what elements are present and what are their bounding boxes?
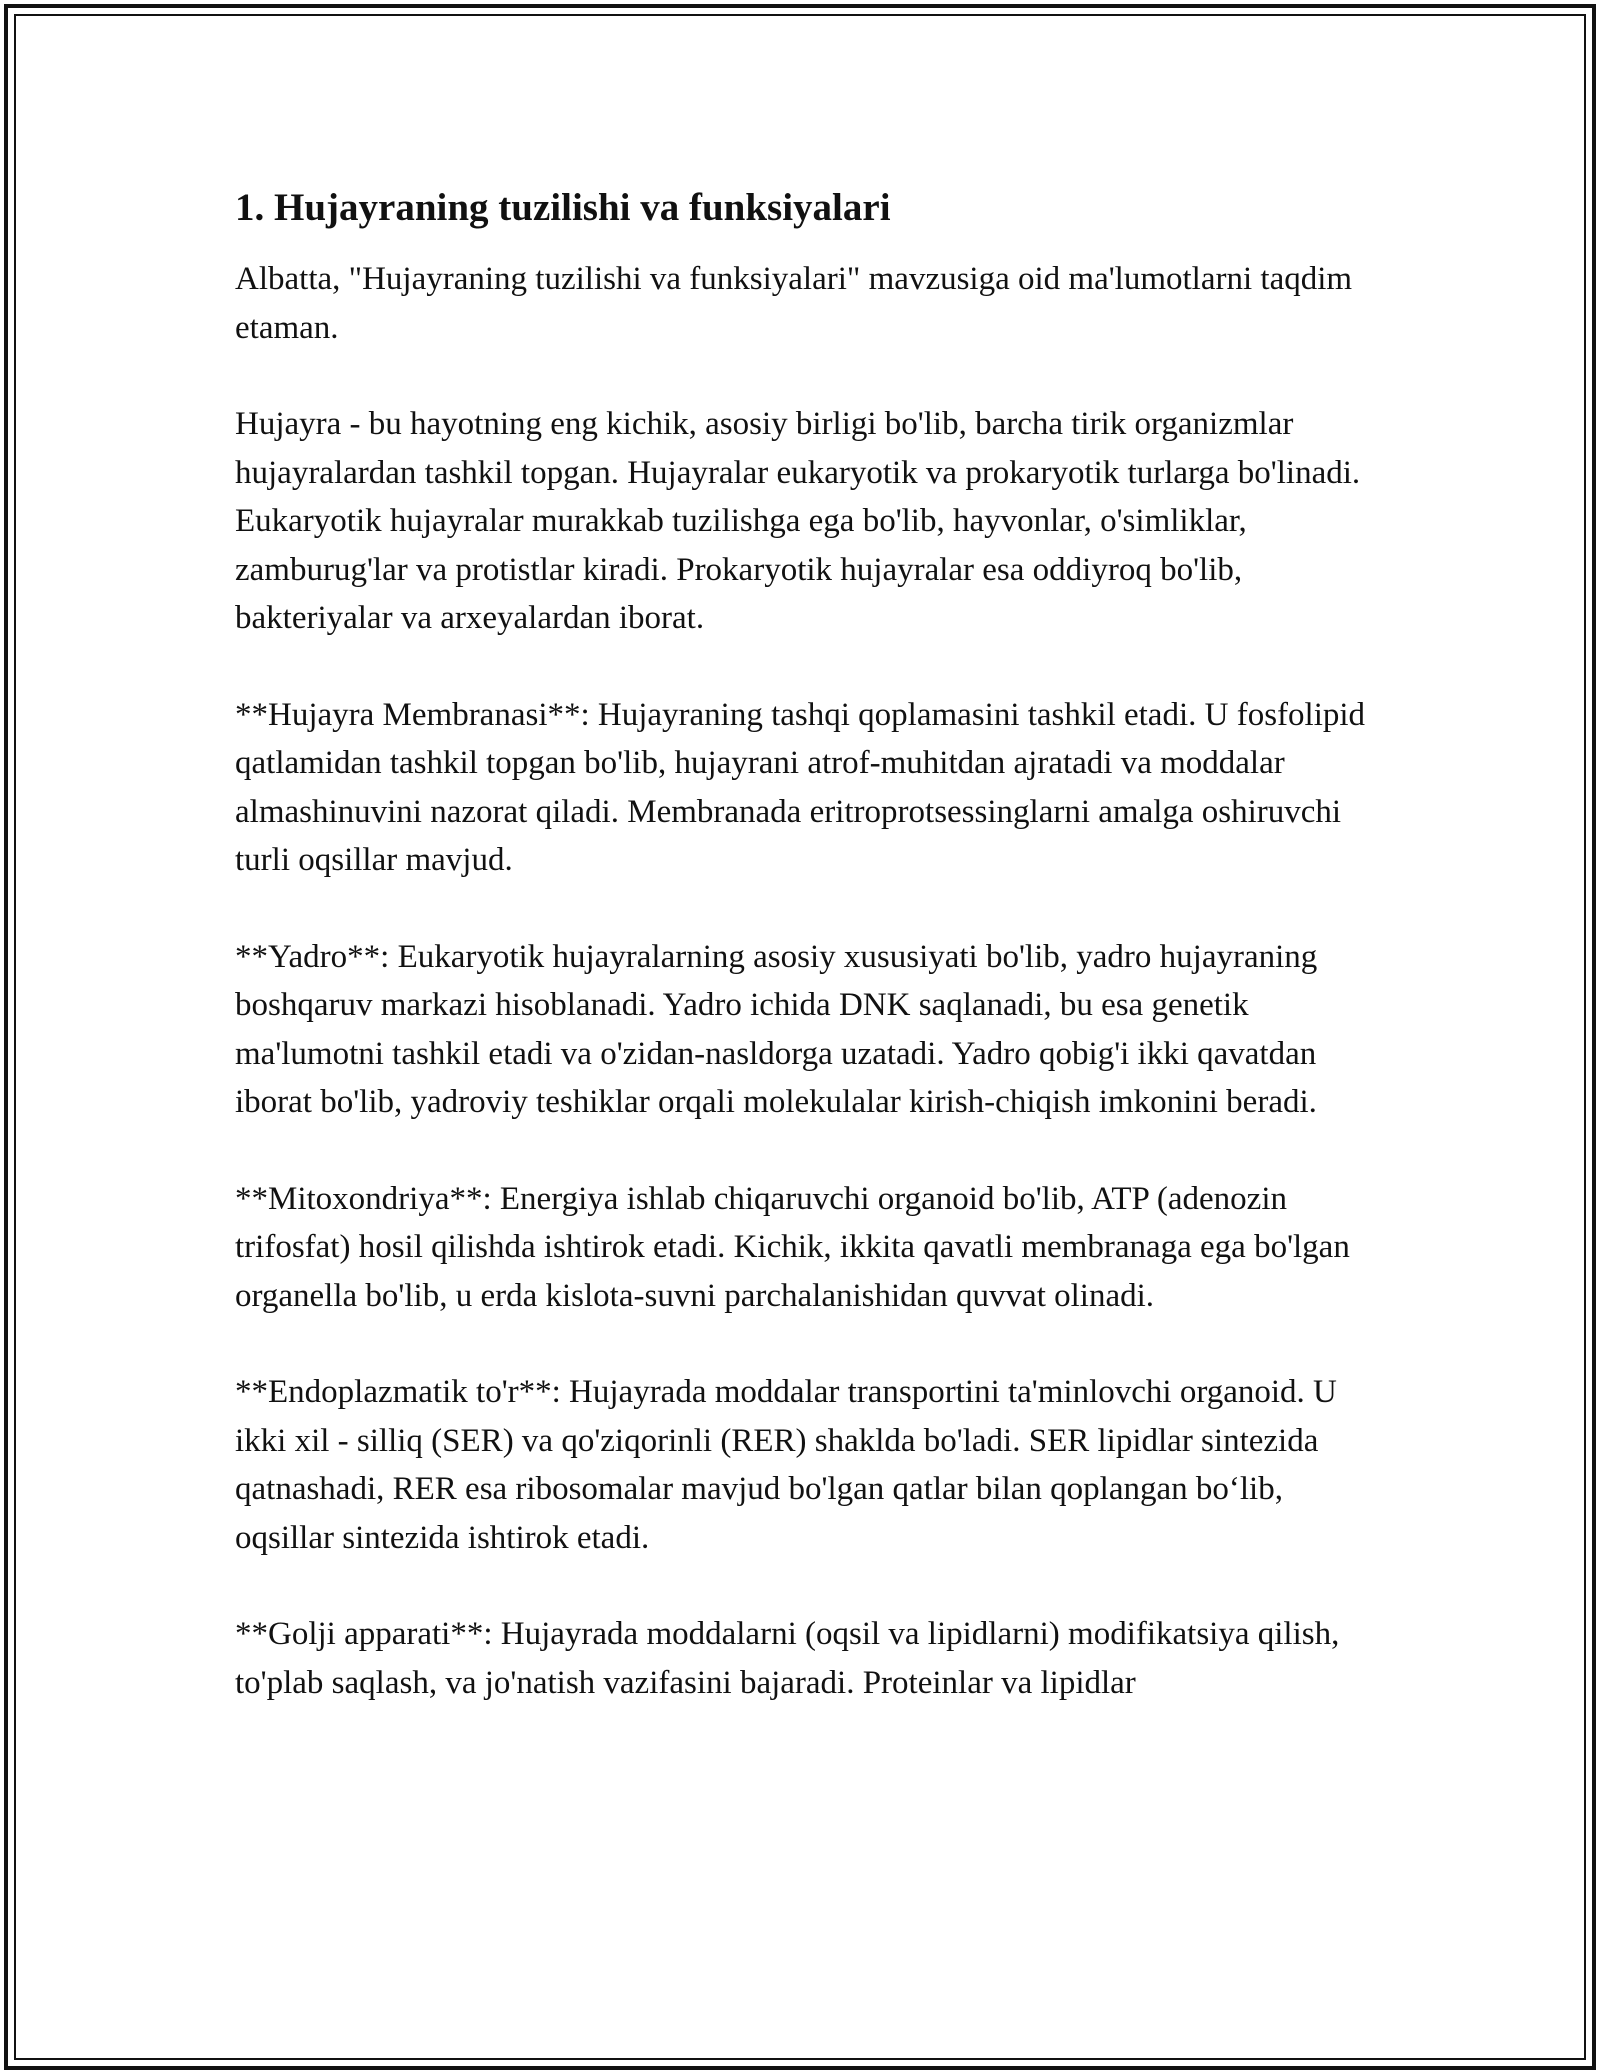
paragraph-endoplazmatik: **Endoplazmatik to'r**: Hujayrada moddalar transportini ta'minlovchi organoid. U ikki xil - silliq (SER) va qo'ziqorinli (RER) shaklda bo'ladi. SER lipidlar sintezida qatnashadi, RER esa ribosomalar mavjud bo'lgan qatlar bilan qoplangan bo‘lib, oqsillar sintezida ishtirok etadi. [235, 1374, 1337, 1556]
paragraph-membrana: **Hujayra Membranasi**: Hujayraning tashqi qoplamasini tashkil etadi. U fosfolipid qatlamidan tashkil topgan bo'lib, hujayrani atrof-muhitdan ajratadi va moddalar almashinuvini nazorat qiladi. Membranada eritroprotsessinglarni amalga oshiruvchi turli oqsillar mavjud. [235, 696, 1366, 878]
paragraph-hujayra: Hujayra - bu hayotning eng kichik, asosiy birligi bo'lib, barcha tirik organizmlar hujayralardan tashkil topgan. Hujayralar eukaryotik va prokaryotik turlarga bo'linadi. Eukaryotik hujayralar murakkab tuzilishga ega bo'lib, hayvonlar, o'simliklar, zamburug'lar va protistlar kiradi. Prokaryotik hujayralar esa oddiyroq bo'lib, bakteriyalar va arxeyalardan iborat. [235, 406, 1361, 636]
document-body [235, 184, 1370, 1755]
paragraph-mitoxondriya: **Mitoxondriya**: Energiya ishlab chiqaruvchi organoid bo'lib, ATP (adenozin trifosfat) hosil qilishda ishtirok etadi. Kichik, ikkita qavatli membranaga ega bo'lgan organella bo'lib, u erda kislota-suvni parchalanishidan quvvat olinadi. [235, 1180, 1350, 1314]
paragraph-yadro: **Yadro**: Eukaryotik hujayralarning asosiy xususiyati bo'lib, yadro hujayraning boshqaruv markazi hisoblanadi. Yadro ichida DNK saqlanadi, bu esa genetik ma'lumotni tashkil etadi va o'zidan-nasldorga uzatadi. Yadro qobig'i ikki qavatdan iborat bo'lib, yadroviy teshiklar orqali molekulalar kirish-chiqish imkonini beradi. [235, 938, 1318, 1120]
page-title: 1. Hujayraning tuzilishi va funksiyalari [235, 186, 891, 229]
paragraph-golji: **Golji apparati**: Hujayrada moddalarni (oqsil va lipidlarni) modifikatsiya qilish, to'plab saqlash, va jo'natish vazifasini bajaradi. Proteinlar va lipidlar [235, 1616, 1340, 1701]
paragraph-intro: Albatta, "Hujayraning tuzilishi va funksiyalari" mavzusiga oid ma'lumotlarni taqdim etaman. [235, 261, 1353, 346]
